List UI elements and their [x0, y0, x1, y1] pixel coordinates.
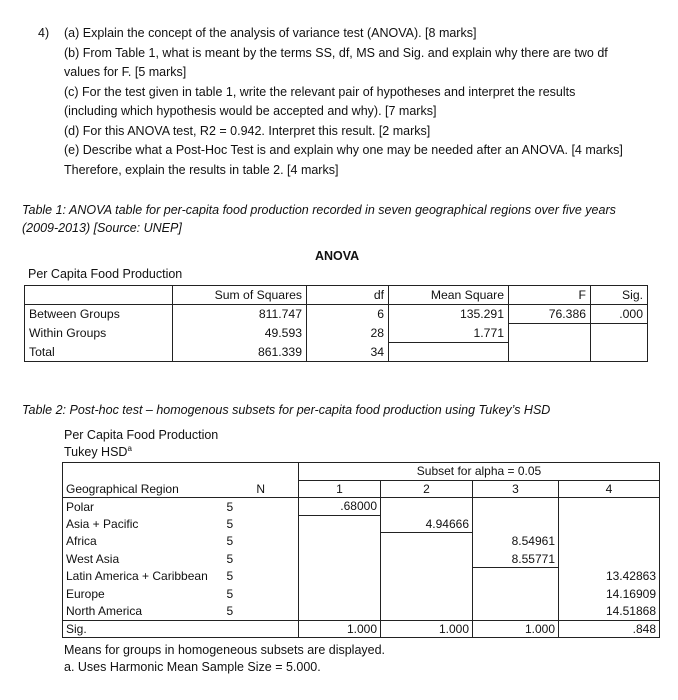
- table-cell: 14.51868: [559, 603, 660, 621]
- table-cell: [591, 343, 648, 362]
- table-cell: [381, 585, 473, 603]
- tukey-subtitle-line2: [64, 442, 218, 459]
- question-part-e-cont: Therefore, explain the results in table 2. [4 marks]: [64, 162, 339, 177]
- table-row: [63, 585, 660, 603]
- tukey-header-cell: N: [221, 480, 299, 498]
- sig-row: [63, 620, 660, 638]
- question-part-c: (c) For the test given in table 1, write the relevant pair of hypotheses and interpret the results: [64, 84, 576, 99]
- question-part-b: (b) From Table 1, what is meant by the terms SS, df, MS and Sig. and explain why there are two df: [64, 45, 608, 60]
- table-cell: [299, 568, 381, 586]
- table-cell: [381, 550, 473, 568]
- table-cell: Between Groups: [29, 307, 120, 322]
- table-cell: 8.54961: [473, 533, 559, 551]
- table-cell: [559, 533, 660, 551]
- table-row: [63, 568, 660, 586]
- anova-header-row: [25, 286, 648, 305]
- table-cell: Africa: [66, 534, 97, 549]
- table-cell: [559, 550, 660, 568]
- table-cell: [509, 324, 591, 343]
- table-cell: [509, 343, 591, 362]
- table-cell: [221, 620, 299, 638]
- anova-header-cell: Mean Square: [389, 286, 509, 305]
- table-cell: Within Groups: [29, 326, 107, 340]
- tukey-footnote-1: Means for groups in homogeneous subsets are displayed.: [64, 643, 386, 657]
- table-cell: [473, 498, 559, 516]
- tukey-span-header-row: [63, 463, 660, 481]
- question-part-e: (e) Describe what a Post-Hoc Test is and explain why one may be needed after an ANOVA. [4 marks]: [64, 143, 623, 157]
- table-cell: [299, 550, 381, 568]
- table-cell: Polar: [66, 499, 95, 514]
- table-cell: 13.42863: [559, 568, 660, 586]
- subset-span-header: Subset for alpha = 0.05: [299, 463, 660, 481]
- table-cell: [559, 498, 660, 516]
- footnote-marker: a: [127, 444, 132, 453]
- tukey-table: [62, 462, 660, 638]
- table-cell: 811.747: [173, 305, 307, 324]
- table-cell: [473, 568, 559, 586]
- table-cell: 5: [226, 604, 234, 618]
- question-part-c-cont: (including which hypothesis would be accepted and why). [7 marks]: [64, 104, 437, 118]
- table-cell: 34: [307, 343, 389, 362]
- table-cell: Asia + Pacific: [66, 516, 139, 531]
- table-cell: .848: [559, 620, 660, 638]
- table-row: [63, 498, 660, 516]
- table-cell: .68000: [299, 498, 381, 516]
- table-cell: 5: [226, 516, 234, 531]
- question-parts: [64, 24, 658, 180]
- table-cell: 135.291: [389, 305, 509, 324]
- table-row: [63, 550, 660, 568]
- empty-header-cell: [221, 463, 299, 481]
- table-cell: [389, 343, 509, 362]
- table-cell: [381, 568, 473, 586]
- table-row: [63, 603, 660, 621]
- table-cell: [559, 515, 660, 533]
- table-cell: [473, 515, 559, 533]
- anova-header-cell: df: [307, 286, 389, 305]
- table-cell: 4.94666: [381, 515, 473, 533]
- tukey-subtitle-line1: Per Capita Food Production: [64, 428, 219, 442]
- anova-subtitle: Per Capita Food Production: [28, 267, 183, 281]
- table-cell: [591, 324, 648, 343]
- table-cell: 8.55771: [473, 550, 559, 568]
- table-row: [25, 324, 648, 343]
- table-row: [25, 343, 648, 362]
- table-cell: 5: [226, 534, 234, 549]
- anova-header-cell: Sum of Squares: [173, 286, 307, 305]
- tukey-header-cell: 1: [299, 480, 381, 498]
- question-block: [38, 24, 658, 180]
- table-cell: [473, 585, 559, 603]
- table2-caption: Table 2: Post-hoc test – homogenous subsets for per-capita food production using Tukey’s HSD: [22, 403, 551, 417]
- table-cell: 5: [226, 569, 234, 584]
- tukey-header-cell: 4: [559, 480, 660, 498]
- table-cell: North America: [66, 604, 143, 618]
- tukey-header-row: [63, 480, 660, 498]
- table-cell: [299, 603, 381, 621]
- table-cell: 28: [307, 324, 389, 343]
- tukey-header-cell: 2: [381, 480, 473, 498]
- anova-header-cell: [25, 286, 173, 305]
- table-cell: [473, 603, 559, 621]
- tukey-header-cell: Geographical Region: [63, 480, 221, 498]
- table-cell: West Asia: [66, 551, 120, 566]
- table-cell: 14.16909: [559, 585, 660, 603]
- table-cell: 5: [226, 586, 234, 601]
- tukey-method: Tukey HSD: [64, 445, 128, 460]
- table-cell: 1.771: [389, 324, 509, 343]
- empty-header-cell: [63, 463, 221, 481]
- table-cell: Sig.: [63, 620, 221, 638]
- table-cell: [381, 603, 473, 621]
- anova-header-cell: Sig.: [591, 286, 648, 305]
- table-cell: Europe: [66, 586, 105, 601]
- table-cell: [299, 515, 381, 533]
- table-cell: [381, 498, 473, 516]
- anova-title: ANOVA: [315, 249, 360, 263]
- table1-caption: Table 1: ANOVA table for per-capita food production recorded in seven geographical regions over five years (2009-2013) [Source: UNEP]: [22, 203, 616, 235]
- anova-table: [24, 285, 648, 362]
- tukey-header-cell: 3: [473, 480, 559, 498]
- table-cell: 1.000: [473, 620, 559, 638]
- question-number: 4): [38, 26, 50, 40]
- table-cell: [381, 533, 473, 551]
- table-cell: .000: [591, 305, 648, 324]
- table-row: [63, 515, 660, 533]
- table-cell: 1.000: [381, 620, 473, 638]
- table-cell: 6: [307, 305, 389, 324]
- tukey-subtitle: [64, 428, 218, 459]
- table-row: [63, 533, 660, 551]
- anova-header-cell: F: [509, 286, 591, 305]
- question-part-b-cont: values for F. [5 marks]: [64, 65, 187, 79]
- question-part-a: (a) Explain the concept of the analysis of variance test (ANOVA). [8 marks]: [64, 26, 477, 40]
- table-cell: 5: [226, 551, 234, 566]
- table-cell: Total: [29, 344, 55, 359]
- table-cell: 1.000: [299, 620, 381, 638]
- table-cell: [299, 585, 381, 603]
- table-cell: 49.593: [173, 324, 307, 343]
- table-cell: 861.339: [173, 343, 307, 362]
- table-row: [25, 305, 648, 324]
- table-cell: [299, 533, 381, 551]
- table-cell: 5: [226, 499, 234, 514]
- question-part-d: (d) For this ANOVA test, R2 = 0.942. Interpret this result. [2 marks]: [64, 123, 431, 138]
- tukey-footnote-2: a. Uses Harmonic Mean Sample Size = 5.000.: [64, 660, 321, 674]
- table-cell: Latin America + Caribbean: [66, 569, 208, 584]
- table-cell: 76.386: [509, 305, 591, 324]
